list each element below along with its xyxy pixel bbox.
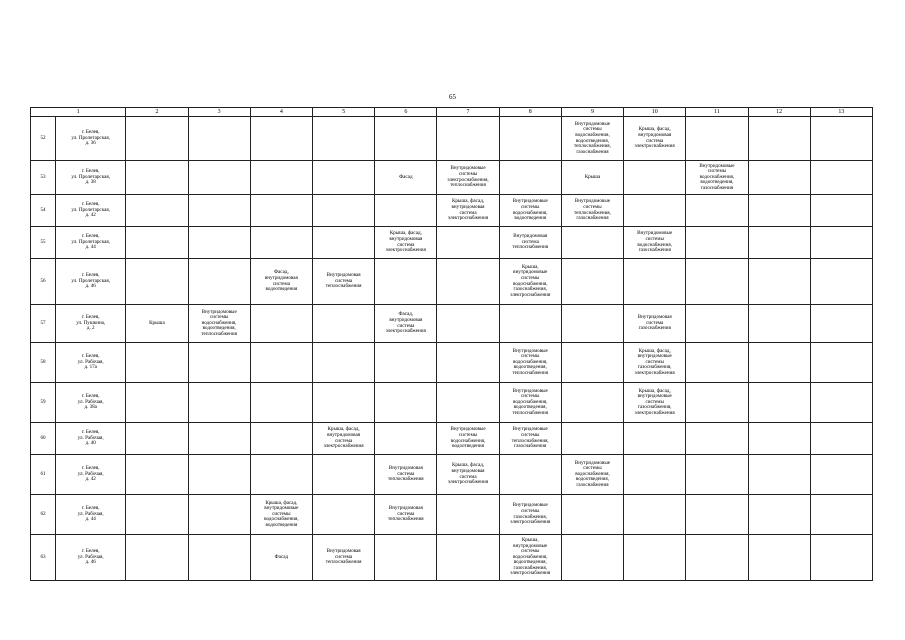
work-cell — [810, 383, 872, 423]
row-number-cell: 57 — [31, 305, 56, 343]
table-row — [31, 305, 873, 343]
work-cell — [810, 305, 872, 343]
work-cell — [499, 455, 561, 495]
work-cell — [561, 535, 623, 581]
row-number-cell: 53 — [31, 161, 56, 195]
work-cell — [312, 455, 374, 495]
row-number-cell: 54 — [31, 195, 56, 227]
work-cell — [810, 423, 872, 455]
table-row — [31, 343, 873, 383]
work-cell: Крыша, фасад, внутридомовая система электроснабжения — [375, 227, 437, 259]
column-header: 11 — [686, 108, 748, 117]
work-cell — [686, 305, 748, 343]
work-cell — [810, 117, 872, 161]
work-cell — [250, 161, 312, 195]
work-cell: Внутридомовые системы теплоснабжения, газоснабжения — [499, 423, 561, 455]
work-cell — [375, 423, 437, 455]
column-header: 10 — [624, 108, 686, 117]
work-cell — [375, 117, 437, 161]
work-cell — [624, 161, 686, 195]
work-cell: Внутридомовые системы электроснабжения, теплоснабжения — [437, 161, 499, 195]
row-number-cell: 60 — [31, 423, 56, 455]
work-cell: Внутридомовая система теплоснабжения — [499, 227, 561, 259]
work-cell — [188, 161, 250, 195]
work-cell — [188, 195, 250, 227]
work-cell — [810, 535, 872, 581]
work-cell: Внутридомовые системы водоснабжения, водоотведения — [499, 195, 561, 227]
work-cell — [810, 195, 872, 227]
work-cell: Внутридомовая система теплоснабжения — [312, 259, 374, 305]
table-row — [31, 227, 873, 259]
work-cell: Крыша, фасад, внутридомовая система электроснабжения — [624, 117, 686, 161]
work-cell — [312, 195, 374, 227]
work-cell — [624, 535, 686, 581]
work-cell: Крыша, фасад, внутридомовая система электроснабжения — [437, 195, 499, 227]
address-cell: г. Белев, ул. Пролетарская, д. 46 — [56, 259, 126, 305]
work-cell: Фасад — [375, 161, 437, 195]
work-cell — [312, 495, 374, 535]
work-cell — [250, 423, 312, 455]
column-header: 5 — [312, 108, 374, 117]
work-cell: Фасад, внутридомовая система водоотведения — [250, 259, 312, 305]
work-cell — [375, 195, 437, 227]
address-cell: г. Белев, ул. Рабочая, д. 42 — [56, 455, 126, 495]
address-cell: г. Белев, ул. Пролетарская, д. 38 — [56, 161, 126, 195]
row-number-cell: 59 — [31, 383, 56, 423]
work-cell — [126, 161, 188, 195]
table-row — [31, 423, 873, 455]
work-cell — [312, 161, 374, 195]
address-cell: г. Белев, ул. Пролетарская, д. 36 — [56, 117, 126, 161]
work-cell: Крыша, внутридомовые системы водоснабжения, газоснабжения, электроснабжения — [499, 259, 561, 305]
work-cell — [748, 343, 810, 383]
work-cell: Крыша, фасад, внутридомовые системы водоснабжения, водоотведения — [250, 495, 312, 535]
column-header: 9 — [561, 108, 623, 117]
work-cell — [126, 495, 188, 535]
work-cell — [686, 423, 748, 455]
row-number-cell: 63 — [31, 535, 56, 581]
work-cell — [250, 383, 312, 423]
header-row — [31, 108, 873, 117]
work-cell — [126, 535, 188, 581]
table-row — [31, 195, 873, 227]
work-cell — [437, 535, 499, 581]
work-cell: Внутридомовая система газоснабжения — [624, 305, 686, 343]
work-cell — [250, 343, 312, 383]
work-cell — [437, 383, 499, 423]
table-header — [31, 108, 873, 117]
work-cell — [748, 305, 810, 343]
work-cell — [686, 455, 748, 495]
row-number-cell: 55 — [31, 227, 56, 259]
work-cell: Внутридомовые системы водоснабжения, водоотведения, теплоснабжения — [499, 383, 561, 423]
work-cell — [437, 305, 499, 343]
work-cell — [126, 259, 188, 305]
row-number-cell: 58 — [31, 343, 56, 383]
work-cell — [748, 535, 810, 581]
work-cell — [561, 383, 623, 423]
table-row — [31, 117, 873, 161]
work-cell — [250, 117, 312, 161]
table-body — [31, 117, 873, 581]
address-cell: г. Белев, ул. Пролетарская, д. 44 — [56, 227, 126, 259]
work-cell — [561, 227, 623, 259]
work-cell: Внутридомовая система теплоснабжения — [375, 455, 437, 495]
work-cell — [126, 383, 188, 423]
work-cell — [810, 227, 872, 259]
work-cell — [188, 117, 250, 161]
address-cell: г. Белев, ул. Рабочая, д. 44 — [56, 495, 126, 535]
address-cell: г. Белев, ул. Рабочая, д. 17а — [56, 343, 126, 383]
row-number-cell: 61 — [31, 455, 56, 495]
work-cell — [810, 161, 872, 195]
work-cell: Внутридомовые системы водоснабжения, водоотведения, теплоснабжения, газоснабжения — [561, 117, 623, 161]
work-cell — [748, 227, 810, 259]
work-cell — [188, 383, 250, 423]
work-cell — [748, 383, 810, 423]
work-cell: Внутридомовые системы теплоснабжения, газоснабжения — [561, 195, 623, 227]
work-cell — [126, 227, 188, 259]
work-cell — [375, 383, 437, 423]
work-cell — [126, 423, 188, 455]
work-cell — [561, 423, 623, 455]
work-cell — [250, 305, 312, 343]
work-cell — [126, 343, 188, 383]
column-header: 2 — [126, 108, 188, 117]
table-row — [31, 535, 873, 581]
work-cell — [499, 305, 561, 343]
work-cell — [499, 161, 561, 195]
work-cell — [748, 259, 810, 305]
work-cell — [126, 455, 188, 495]
work-cell — [810, 343, 872, 383]
work-cell — [686, 535, 748, 581]
work-cell — [561, 305, 623, 343]
work-cell: Крыша — [126, 305, 188, 343]
work-cell — [188, 227, 250, 259]
work-cell — [250, 195, 312, 227]
column-header: 1 — [31, 108, 126, 117]
work-cell — [624, 259, 686, 305]
repair-schedule-table — [30, 107, 873, 581]
work-cell — [437, 117, 499, 161]
work-cell: Крыша, внутридомовые системы водоснабжения, водоотведения, газоснабжения, электроснабжения — [499, 535, 561, 581]
address-cell: г. Белев, ул. Рабочая, д. 46 — [56, 535, 126, 581]
address-cell: г. Белев, ул. Рабочая, д. 40 — [56, 423, 126, 455]
work-cell — [437, 343, 499, 383]
work-cell: Крыша, фасад, внутридомовая система электроснабжения — [437, 455, 499, 495]
work-cell: Внутридомовая система теплоснабжения — [375, 495, 437, 535]
work-cell: Внутридомовые системы газоснабжения, электроснабжения — [499, 495, 561, 535]
work-cell — [188, 259, 250, 305]
column-header: 13 — [810, 108, 872, 117]
work-cell — [624, 495, 686, 535]
work-cell: Крыша — [561, 161, 623, 195]
work-cell — [188, 535, 250, 581]
work-cell — [686, 495, 748, 535]
table-row — [31, 383, 873, 423]
work-cell: Внутридомовые системы водоснабжения, водоотведения — [437, 423, 499, 455]
work-cell: Фасад — [250, 535, 312, 581]
work-cell — [499, 117, 561, 161]
work-cell: Внутридомовые системы водоснабжения, водоотведения, теплоснабжения — [499, 343, 561, 383]
work-cell — [624, 423, 686, 455]
work-cell — [810, 455, 872, 495]
work-cell: Фасад, внутридомовая система электроснабжения — [375, 305, 437, 343]
work-cell — [437, 227, 499, 259]
work-cell — [437, 259, 499, 305]
work-cell — [686, 383, 748, 423]
address-cell: г. Белев, ул. Пушкина, д. 2 — [56, 305, 126, 343]
work-cell — [250, 455, 312, 495]
work-cell — [624, 455, 686, 495]
row-number-cell: 56 — [31, 259, 56, 305]
column-header: 4 — [250, 108, 312, 117]
work-cell — [561, 259, 623, 305]
work-cell — [126, 195, 188, 227]
work-cell — [748, 495, 810, 535]
work-cell — [748, 117, 810, 161]
work-cell — [312, 383, 374, 423]
row-number-cell: 62 — [31, 495, 56, 535]
work-cell: Внутридомовые системы водоснабжения, водоотведения, газоснабжения — [561, 455, 623, 495]
address-cell: г. Белев, ул. Рабочая, д. 38а — [56, 383, 126, 423]
work-cell — [748, 195, 810, 227]
work-cell — [686, 259, 748, 305]
column-header: 3 — [188, 108, 250, 117]
work-cell: Внутридомовые системы водоснабжения, газоснабжения — [624, 227, 686, 259]
work-cell — [188, 455, 250, 495]
work-cell — [312, 227, 374, 259]
work-cell — [686, 227, 748, 259]
work-cell: Крыша, фасад, внутридомовые системы газоснабжения, электроснабжения — [624, 383, 686, 423]
work-cell — [561, 343, 623, 383]
table-row — [31, 259, 873, 305]
work-cell — [686, 343, 748, 383]
work-cell — [748, 161, 810, 195]
work-cell — [312, 343, 374, 383]
work-cell — [375, 259, 437, 305]
work-cell — [188, 423, 250, 455]
work-cell — [375, 343, 437, 383]
column-header: 7 — [437, 108, 499, 117]
table-row — [31, 161, 873, 195]
work-cell — [748, 423, 810, 455]
work-cell — [437, 495, 499, 535]
work-cell — [624, 195, 686, 227]
work-cell — [312, 305, 374, 343]
work-cell — [126, 117, 188, 161]
work-cell: Внутридомовая система теплоснабжения — [312, 535, 374, 581]
work-cell: Внутридомовые системы водоснабжения, водоотведения, газоснабжения — [686, 161, 748, 195]
work-cell — [686, 195, 748, 227]
work-cell — [188, 495, 250, 535]
column-header: 8 — [499, 108, 561, 117]
work-cell — [748, 455, 810, 495]
work-cell: Крыша, фасад, внутридомовые системы газоснабжения, электроснабжения — [624, 343, 686, 383]
address-cell: г. Белев, ул. Пролетарская, д. 42 — [56, 195, 126, 227]
work-cell: Внутридомовые системы водоснабжения, водоотведения, теплоснабжения — [188, 305, 250, 343]
table-row — [31, 455, 873, 495]
column-header: 6 — [375, 108, 437, 117]
work-cell: Крыша, фасад, внутридомовая система электроснабжения — [312, 423, 374, 455]
work-cell — [312, 117, 374, 161]
work-cell — [810, 259, 872, 305]
work-cell — [686, 117, 748, 161]
work-cell — [250, 227, 312, 259]
page-number: 65 — [449, 93, 456, 101]
row-number-cell: 52 — [31, 117, 56, 161]
work-cell — [810, 495, 872, 535]
work-cell — [375, 535, 437, 581]
work-cell — [561, 495, 623, 535]
work-cell — [188, 343, 250, 383]
column-header: 12 — [748, 108, 810, 117]
table-row — [31, 495, 873, 535]
